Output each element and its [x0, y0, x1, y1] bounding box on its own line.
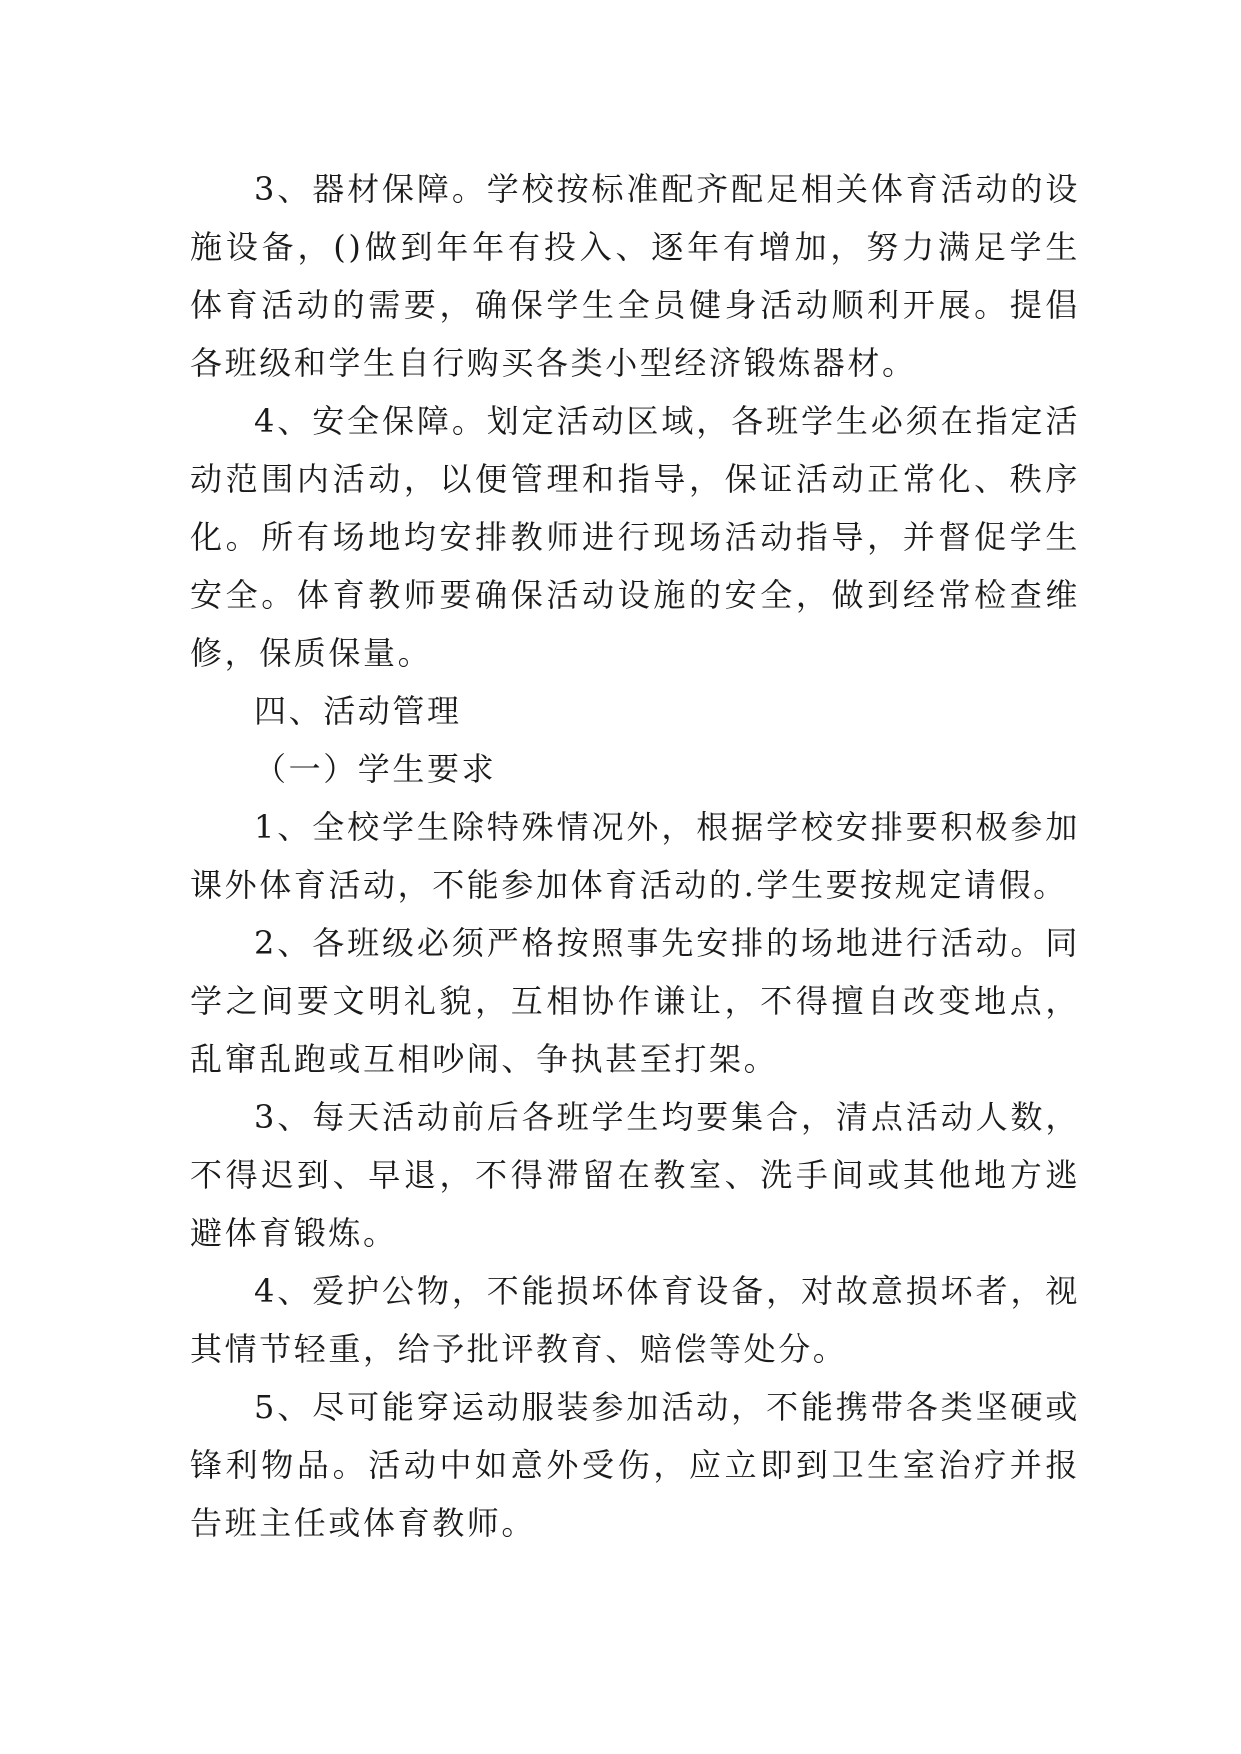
section-heading: 四、活动管理 [254, 692, 462, 730]
subsection-heading: （一）学生要求 [254, 750, 497, 788]
paragraph-equipment: 3、器材保障。学校按标准配齐配足相关体育活动的设施设备，()做到年年有投入、逐年有增加，努力满足学生体育活动的需要，确保学生全员健身活动顺利开展。提倡各班级和学生自行购买各类小型经济锻炼器材。 [190, 170, 1080, 382]
document-body [190, 160, 1080, 1552]
paragraph-safety: 4、安全保障。划定活动区域，各班学生必须在指定活动范围内活动，以便管理和指导，保证活动正常化、秩序化。所有场地均安排教师进行现场活动指导，并督促学生安全。体育教师要确保活动设施的安全，做到经常检查维修，保质保量。 [190, 402, 1080, 672]
rule-item: 5、尽可能穿运动服装参加活动，不能携带各类坚硬或锋利物品。活动中如意外受伤，应立即到卫生室治疗并报告班主任或体育教师。 [190, 1388, 1080, 1542]
rule-item: 4、爱护公物，不能损坏体育设备，对故意损坏者，视其情节轻重，给予批评教育、赔偿等处分。 [190, 1272, 1080, 1368]
rule-item: 1、全校学生除特殊情况外，根据学校安排要积极参加课外体育活动，不能参加体育活动的.学生要按规定请假。 [190, 808, 1080, 904]
rule-item: 2、各班级必须严格按照事先安排的场地进行活动。同学之间要文明礼貌，互相协作谦让，不得擅自改变地点，乱窜乱跑或互相吵闹、争执甚至打架。 [190, 924, 1080, 1078]
rule-item: 3、每天活动前后各班学生均要集合，清点活动人数，不得迟到、早退，不得滞留在教室、洗手间或其他地方逃避体育锻炼。 [190, 1098, 1080, 1252]
